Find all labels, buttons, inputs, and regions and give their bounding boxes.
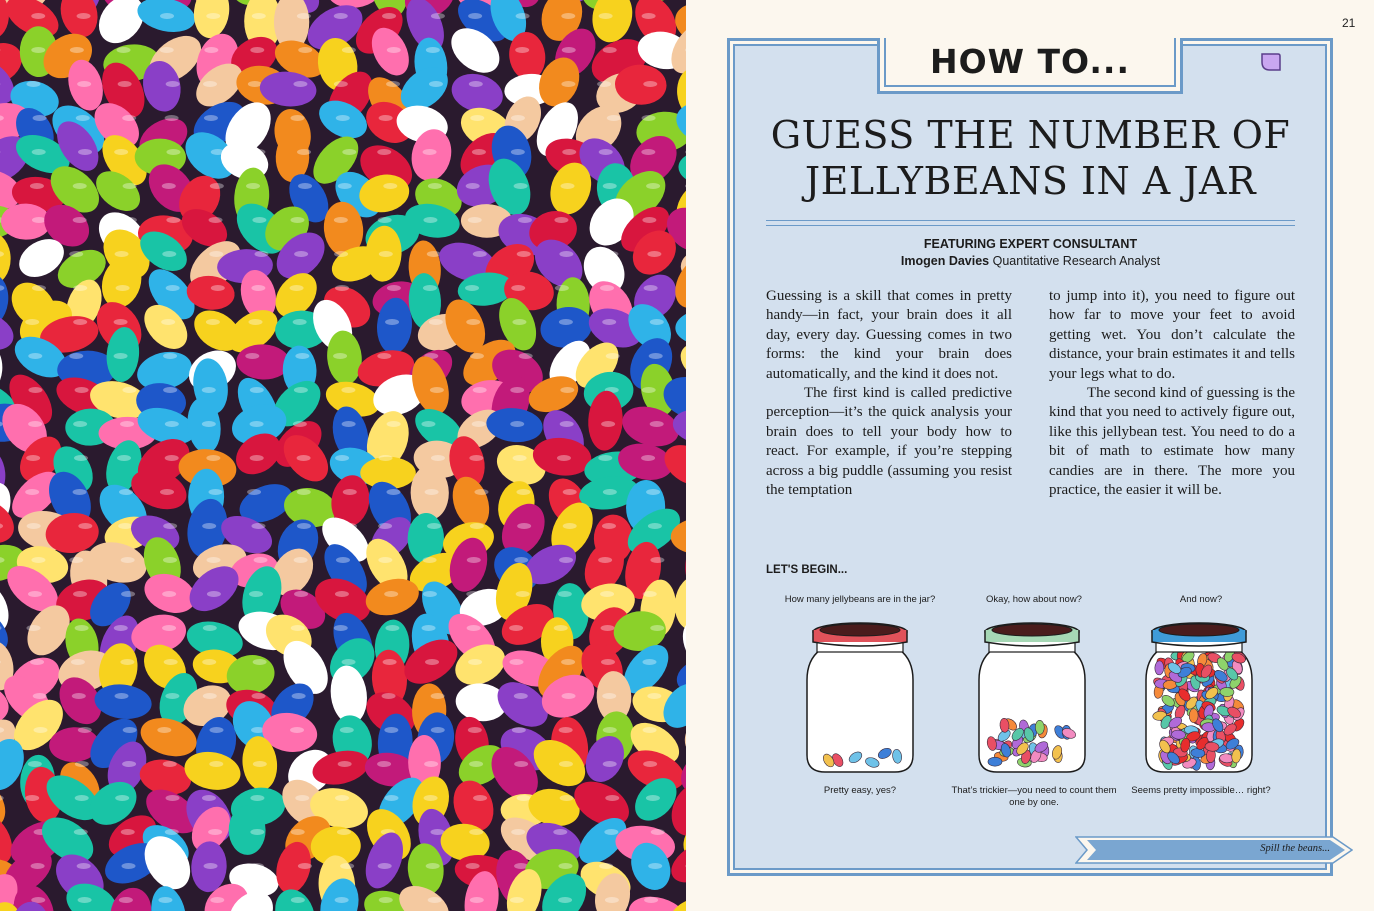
paragraph-2-continued: to jump into it), you need to figure out how far to move your feet to avoid getting wet. You don’t calculate the distance, your brain estimates it and tells your legs what to do. — [1049, 288, 1295, 382]
jellybean — [678, 150, 686, 186]
paragraph-3: The second kind of guessing is the kind that you need to actively figure out, like this jellybean test. You need to do a bit of math to estimate how many candies are in there. The more you practice, the easier it will be. — [1049, 385, 1295, 499]
jar-caption-2: That’s trickier—you need to count them one by one. — [951, 785, 1117, 808]
jellybean — [191, 0, 232, 40]
jar-jellybean — [1220, 687, 1234, 696]
jar-jellybean — [1155, 661, 1164, 675]
jellybean — [93, 681, 154, 722]
next-page-label[interactable]: Spill the beans... — [1260, 843, 1330, 854]
consultant-line — [766, 254, 1295, 268]
featuring-label: FEATURING EXPERT CONSULTANT — [923, 237, 1138, 251]
jar-some-beans — [977, 620, 1087, 775]
body-column-right — [1049, 287, 1295, 500]
jellybean — [0, 232, 11, 284]
jar-jellybean — [1189, 709, 1198, 723]
jellybean — [181, 747, 244, 794]
header-tab-label: HOW TO... — [929, 42, 1130, 81]
jar-full-beans — [1144, 620, 1254, 775]
jar-caption-1: Pretty easy, yes? — [823, 785, 897, 796]
paragraph-1: Guessing is a skill that comes in pretty handy—in fact, your brain does it all day, every day. Guessing comes in two forms: the kind your brain does automatically, and the kind it does not. — [766, 288, 1012, 382]
article-title: GUESS THE NUMBER OF JELLYBEANS IN A JAR — [770, 113, 1291, 203]
page-number: 21 — [1342, 16, 1356, 30]
jellybean — [147, 883, 191, 911]
jellybean — [0, 342, 4, 396]
consultant-role: Quantitative Research Analyst — [992, 254, 1161, 268]
jellybean — [588, 0, 637, 46]
header-tab — [884, 38, 1176, 87]
title-rule-top — [766, 220, 1295, 221]
jar-question-2: Okay, how about now? — [986, 594, 1082, 605]
title-rule-bottom — [766, 225, 1295, 226]
jellybean — [675, 308, 686, 346]
jar-question-3: And now? — [1179, 594, 1223, 605]
speech-bubble-icon — [1259, 52, 1281, 72]
jar-caption-3: Seems pretty impossible… right? — [1131, 785, 1271, 796]
activity-heading: LET'S BEGIN... — [766, 564, 848, 576]
consultant-name: Imogen Davies — [900, 254, 990, 268]
body-column-left — [766, 287, 1012, 500]
jar-jellybean — [988, 757, 1002, 766]
paragraph-2: The first kind is called predictive perception—it’s the quick analysis your brain does to tell your body how to react. For example, if you’re stepping across a big puddle (assuming you resist the temptation — [766, 385, 1012, 499]
jellybean-photo-illustration — [0, 0, 686, 911]
jar-question-1: How many jellybeans are in the jar? — [784, 594, 936, 605]
jellybean — [105, 883, 156, 911]
jar-few-beans — [805, 620, 915, 775]
jar-jellybean — [1035, 720, 1044, 734]
